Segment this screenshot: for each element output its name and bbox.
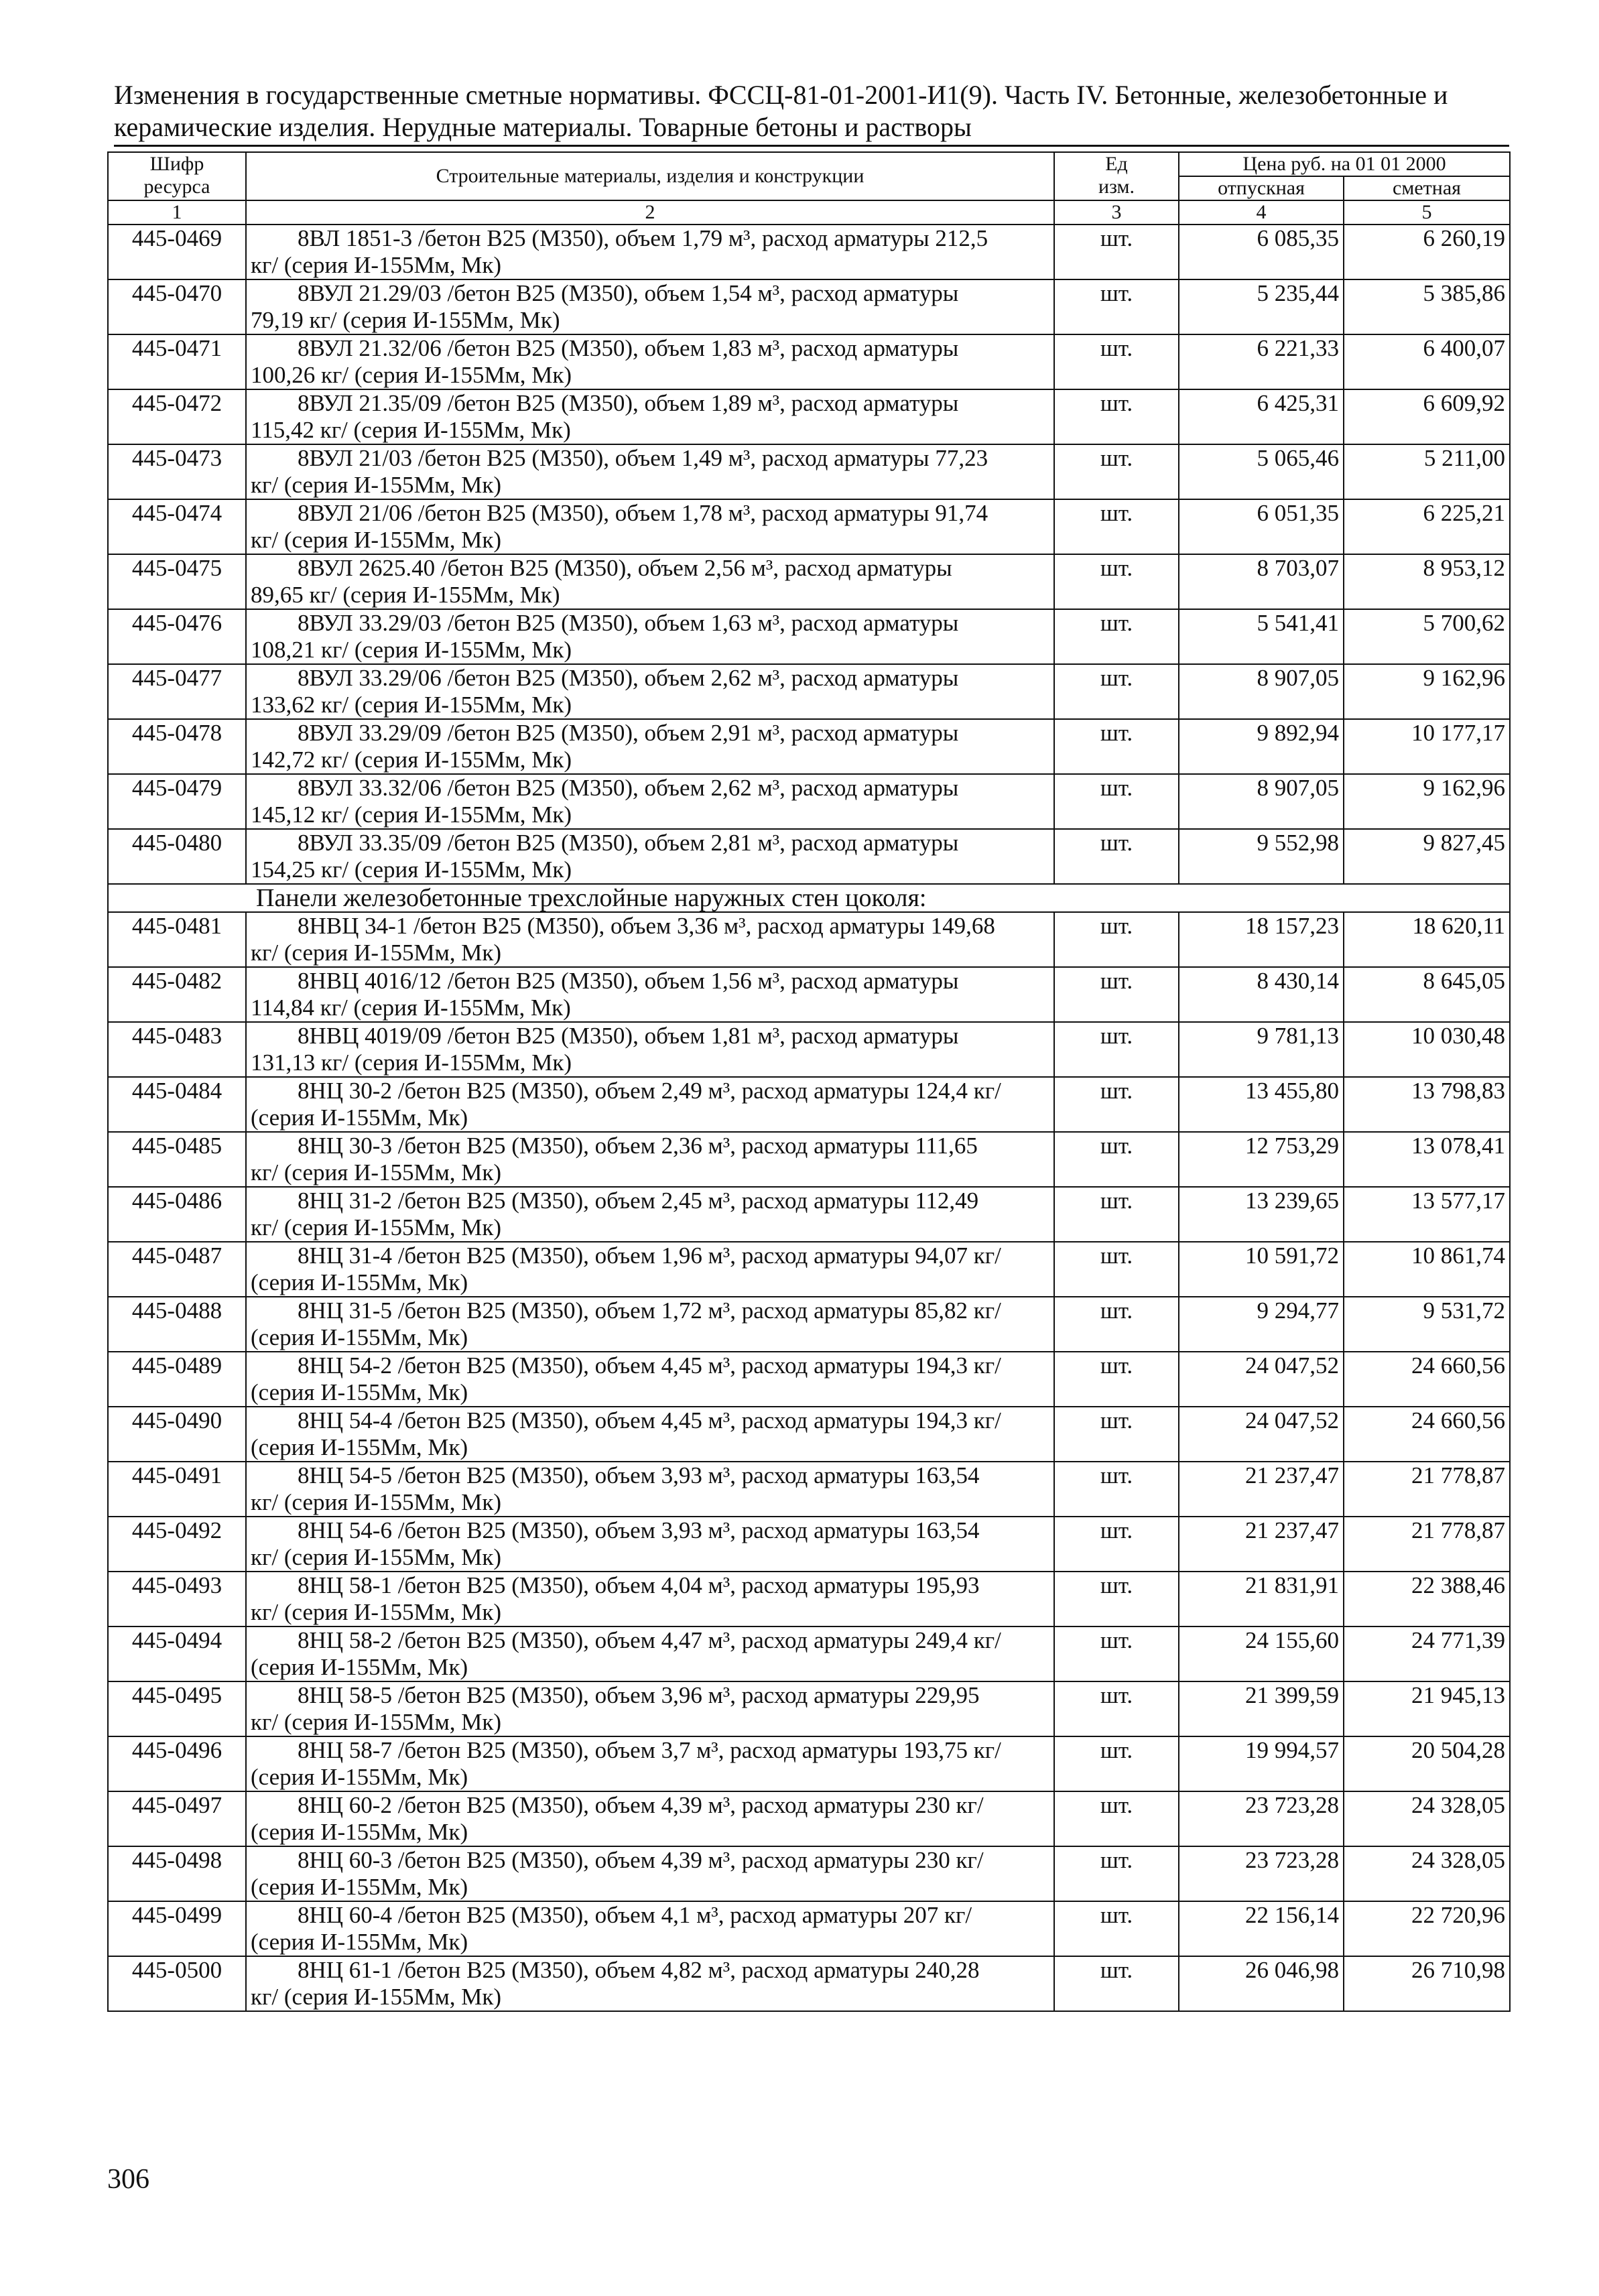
price-estimate: 9 827,45 <box>1344 829 1510 884</box>
description-line-2: (серия И-155Мм, Мк) <box>251 1819 468 1845</box>
description-line-1: 8ВУЛ 33.29/03 /бетон В25 (М350), объем 1,63 м³, расход арматуры <box>298 610 959 636</box>
table-body-b <box>108 912 1510 2011</box>
unit: шт. <box>1054 334 1179 389</box>
item-description <box>246 1846 1054 1901</box>
table-row <box>108 1407 1510 1462</box>
description-line-1: 8ВУЛ 33.29/06 /бетон В25 (М350), объем 2,62 м³, расход арматуры <box>298 665 959 691</box>
resource-code: 445-0480 <box>108 829 246 884</box>
price-release: 9 781,13 <box>1179 1022 1344 1077</box>
unit: шт. <box>1054 1462 1179 1517</box>
price-estimate: 10 030,48 <box>1344 1022 1510 1077</box>
unit: шт. <box>1054 1736 1179 1791</box>
price-estimate: 9 162,96 <box>1344 774 1510 829</box>
price-release: 21 237,47 <box>1179 1517 1344 1572</box>
resource-code: 445-0479 <box>108 774 246 829</box>
description-line-1: 8НЦ 31-5 /бетон В25 (М350), объем 1,72 м³, расход арматуры 85,82 кг/ <box>298 1297 1001 1324</box>
description-line-2: 154,25 кг/ (серия И-155Мм, Мк) <box>251 856 572 883</box>
description-line-1: 8ВУЛ 21.32/06 /бетон В25 (М350), объем 1,83 м³, расход арматуры <box>298 335 959 361</box>
description-line-1: 8НЦ 60-4 /бетон В25 (М350), объем 4,1 м³, расход арматуры 207 кг/ <box>298 1902 972 1928</box>
table-row <box>108 1077 1510 1132</box>
price-estimate: 13 078,41 <box>1344 1132 1510 1187</box>
table-row <box>108 609 1510 664</box>
item-description <box>246 1407 1054 1462</box>
header-price-group: Цена руб. на 01 01 2000 <box>1179 152 1510 176</box>
unit: шт. <box>1054 1187 1179 1242</box>
unit: шт. <box>1054 1901 1179 1956</box>
item-description <box>246 1572 1054 1627</box>
page-header <box>114 79 1488 143</box>
description-line-2: (серия И-155Мм, Мк) <box>251 1764 468 1790</box>
description-line-2: (серия И-155Мм, Мк) <box>251 1874 468 1900</box>
price-release: 5 541,41 <box>1179 609 1344 664</box>
price-release: 6 221,33 <box>1179 334 1344 389</box>
unit: шт. <box>1054 774 1179 829</box>
table-row <box>108 774 1510 829</box>
description-line-2: кг/ (серия И-155Мм, Мк) <box>251 1159 502 1186</box>
item-description <box>246 664 1054 719</box>
table-row <box>108 1736 1510 1791</box>
price-estimate: 6 260,19 <box>1344 225 1510 279</box>
price-estimate: 18 620,11 <box>1344 912 1510 967</box>
price-release: 5 235,44 <box>1179 279 1344 334</box>
price-release: 6 425,31 <box>1179 389 1344 444</box>
unit: шт. <box>1054 967 1179 1022</box>
description-line-1: 8НЦ 60-3 /бетон В25 (М350), объем 4,39 м³, расход арматуры 230 кг/ <box>298 1847 984 1873</box>
price-estimate: 8 645,05 <box>1344 967 1510 1022</box>
column-number: 2 <box>246 200 1054 225</box>
item-description <box>246 1736 1054 1791</box>
price-release: 13 455,80 <box>1179 1077 1344 1132</box>
description-line-2: 133,62 кг/ (серия И-155Мм, Мк) <box>251 692 572 718</box>
price-release: 19 994,57 <box>1179 1736 1344 1791</box>
description-line-2: кг/ (серия И-155Мм, Мк) <box>251 1489 502 1515</box>
item-description <box>246 719 1054 774</box>
item-description <box>246 1681 1054 1736</box>
resource-code: 445-0488 <box>108 1297 246 1352</box>
table-row <box>108 499 1510 554</box>
price-release: 24 047,52 <box>1179 1407 1344 1462</box>
unit: шт. <box>1054 1681 1179 1736</box>
price-release: 24 155,60 <box>1179 1627 1344 1681</box>
price-release: 21 831,91 <box>1179 1572 1344 1627</box>
description-line-2: (серия И-155Мм, Мк) <box>251 1269 468 1295</box>
item-description <box>246 1956 1054 2011</box>
header-desc: Строительные материалы, изделия и конструкции <box>246 152 1054 200</box>
unit: шт. <box>1054 1517 1179 1572</box>
description-line-1: 8ВУЛ 33.29/09 /бетон В25 (М350), объем 2,91 м³, расход арматуры <box>298 720 959 746</box>
description-line-2: кг/ (серия И-155Мм, Мк) <box>251 1984 502 2010</box>
description-line-2: (серия И-155Мм, Мк) <box>251 1929 468 1955</box>
unit: шт. <box>1054 225 1179 279</box>
table-row <box>108 444 1510 499</box>
item-description <box>246 1517 1054 1572</box>
price-release: 9 552,98 <box>1179 829 1344 884</box>
description-line-1: 8НЦ 61-1 /бетон В25 (М350), объем 4,82 м³, расход арматуры 240,28 <box>298 1957 980 1983</box>
description-line-1: 8НЦ 54-4 /бетон В25 (М350), объем 4,45 м³, расход арматуры 194,3 кг/ <box>298 1407 1001 1433</box>
unit: шт. <box>1054 829 1179 884</box>
description-line-2: (серия И-155Мм, Мк) <box>251 1434 468 1460</box>
description-line-1: 8НЦ 31-2 /бетон В25 (М350), объем 2,45 м³, расход арматуры 112,49 <box>298 1188 979 1214</box>
description-line-1: 8ВУЛ 21.35/09 /бетон В25 (М350), объем 1,89 м³, расход арматуры <box>298 390 959 416</box>
price-release: 9 892,94 <box>1179 719 1344 774</box>
price-release: 8 430,14 <box>1179 967 1344 1022</box>
table-header-row <box>108 152 1510 176</box>
description-line-1: 8НЦ 58-5 /бетон В25 (М350), объем 3,96 м³, расход арматуры 229,95 <box>298 1682 980 1708</box>
price-estimate: 10 177,17 <box>1344 719 1510 774</box>
description-line-1: 8НЦ 58-1 /бетон В25 (М350), объем 4,04 м³, расход арматуры 195,93 <box>298 1572 980 1598</box>
unit: шт. <box>1054 1846 1179 1901</box>
price-release: 23 723,28 <box>1179 1791 1344 1846</box>
section-row-group <box>108 884 1510 912</box>
price-estimate: 5 211,00 <box>1344 444 1510 499</box>
price-estimate: 5 385,86 <box>1344 279 1510 334</box>
column-number: 5 <box>1344 200 1510 225</box>
price-release: 21 237,47 <box>1179 1462 1344 1517</box>
unit: шт. <box>1054 1352 1179 1407</box>
description-line-2: кг/ (серия И-155Мм, Мк) <box>251 1544 502 1570</box>
price-release: 6 051,35 <box>1179 499 1344 554</box>
price-release: 13 239,65 <box>1179 1187 1344 1242</box>
unit: шт. <box>1054 1627 1179 1681</box>
description-line-1: 8ВУЛ 2625.40 /бетон В25 (М350), объем 2,56 м³, расход арматуры <box>298 555 952 581</box>
description-line-1: 8НЦ 30-2 /бетон В25 (М350), объем 2,49 м³, расход арматуры 124,4 кг/ <box>298 1078 1001 1104</box>
item-description <box>246 1462 1054 1517</box>
price-release: 12 753,29 <box>1179 1132 1344 1187</box>
item-description <box>246 912 1054 967</box>
page-number: 306 <box>107 2164 149 2195</box>
resource-code: 445-0471 <box>108 334 246 389</box>
description-line-2: 142,72 кг/ (серия И-155Мм, Мк) <box>251 747 572 773</box>
price-estimate: 24 660,56 <box>1344 1407 1510 1462</box>
price-release: 5 065,46 <box>1179 444 1344 499</box>
price-estimate: 13 577,17 <box>1344 1187 1510 1242</box>
price-release: 26 046,98 <box>1179 1956 1344 2011</box>
unit: шт. <box>1054 1572 1179 1627</box>
table-row <box>108 719 1510 774</box>
description-line-1: 8НВЦ 4019/09 /бетон В25 (М350), объем 1,81 м³, расход арматуры <box>298 1023 959 1049</box>
section-title: Панели железобетонные трехслойные наружных стен цоколя: <box>108 884 1510 912</box>
item-description <box>246 554 1054 609</box>
price-table <box>107 151 1511 2012</box>
resource-code: 445-0474 <box>108 499 246 554</box>
item-description <box>246 1791 1054 1846</box>
column-number: 3 <box>1054 200 1179 225</box>
resource-code: 445-0489 <box>108 1352 246 1407</box>
unit: шт. <box>1054 554 1179 609</box>
unit: шт. <box>1054 444 1179 499</box>
table-row <box>108 389 1510 444</box>
price-estimate: 24 660,56 <box>1344 1352 1510 1407</box>
table-row <box>108 1242 1510 1297</box>
description-line-1: 8НЦ 54-6 /бетон В25 (М350), объем 3,93 м³, расход арматуры 163,54 <box>298 1517 980 1543</box>
item-description <box>246 444 1054 499</box>
description-line-2: кг/ (серия И-155Мм, Мк) <box>251 1599 502 1625</box>
resource-code: 445-0472 <box>108 389 246 444</box>
description-line-2: кг/ (серия И-155Мм, Мк) <box>251 252 502 278</box>
table-row <box>108 1022 1510 1077</box>
resource-code: 445-0490 <box>108 1407 246 1462</box>
header-code-line2: ресурса <box>143 176 210 198</box>
description-line-2: (серия И-155Мм, Мк) <box>251 1379 468 1405</box>
resource-code: 445-0470 <box>108 279 246 334</box>
item-description <box>246 829 1054 884</box>
resource-code: 445-0481 <box>108 912 246 967</box>
unit: шт. <box>1054 609 1179 664</box>
price-estimate: 26 710,98 <box>1344 1956 1510 2011</box>
price-release: 8 907,05 <box>1179 664 1344 719</box>
description-line-1: 8ВЛ 1851-3 /бетон В25 (М350), объем 1,79 м³, расход арматуры 212,5 <box>298 225 988 251</box>
resource-code: 445-0500 <box>108 1956 246 2011</box>
description-line-2: кг/ (серия И-155Мм, Мк) <box>251 472 502 498</box>
column-number-row <box>108 200 1510 225</box>
resource-code: 445-0483 <box>108 1022 246 1077</box>
item-description <box>246 1132 1054 1187</box>
description-line-2: кг/ (серия И-155Мм, Мк) <box>251 527 502 553</box>
price-release: 8 703,07 <box>1179 554 1344 609</box>
table-row <box>108 1901 1510 1956</box>
description-line-1: 8ВУЛ 21/06 /бетон В25 (М350), объем 1,78 м³, расход арматуры 91,74 <box>298 500 988 526</box>
price-release: 9 294,77 <box>1179 1297 1344 1352</box>
description-line-2: 131,13 кг/ (серия И-155Мм, Мк) <box>251 1049 572 1076</box>
table-row <box>108 1791 1510 1846</box>
resource-code: 445-0476 <box>108 609 246 664</box>
resource-code: 445-0495 <box>108 1681 246 1736</box>
price-estimate: 9 162,96 <box>1344 664 1510 719</box>
price-release: 22 156,14 <box>1179 1901 1344 1956</box>
table-row <box>108 1462 1510 1517</box>
header-code <box>108 152 246 200</box>
description-line-1: 8НВЦ 34-1 /бетон В25 (М350), объем 3,36 м³, расход арматуры 149,68 <box>298 913 995 939</box>
price-estimate: 21 778,87 <box>1344 1462 1510 1517</box>
header-line-1: Изменения в государственные сметные нормативы. ФССЦ-81-01-2001-И1(9). Часть IV. Бетонные, железобетонные и <box>114 80 1448 110</box>
description-line-2: 79,19 кг/ (серия И-155Мм, Мк) <box>251 307 560 333</box>
item-description <box>246 1297 1054 1352</box>
column-number: 1 <box>108 200 246 225</box>
description-line-1: 8НЦ 31-4 /бетон В25 (М350), объем 1,96 м³, расход арматуры 94,07 кг/ <box>298 1242 1001 1269</box>
description-line-2: 145,12 кг/ (серия И-155Мм, Мк) <box>251 802 572 828</box>
column-number: 4 <box>1179 200 1344 225</box>
table-row <box>108 912 1510 967</box>
price-estimate: 8 953,12 <box>1344 554 1510 609</box>
unit: шт. <box>1054 1791 1179 1846</box>
item-description <box>246 774 1054 829</box>
description-line-2: кг/ (серия И-155Мм, Мк) <box>251 940 502 966</box>
item-description <box>246 1187 1054 1242</box>
price-estimate: 24 328,05 <box>1344 1791 1510 1846</box>
table-row <box>108 1956 1510 2011</box>
price-estimate: 6 225,21 <box>1344 499 1510 554</box>
price-estimate: 9 531,72 <box>1344 1297 1510 1352</box>
description-line-2: кг/ (серия И-155Мм, Мк) <box>251 1709 502 1735</box>
description-line-1: 8НЦ 30-3 /бетон В25 (М350), объем 2,36 м³, расход арматуры 111,65 <box>298 1133 978 1159</box>
header-code-line1: Шифр <box>149 153 204 175</box>
unit: шт. <box>1054 1022 1179 1077</box>
description-line-1: 8ВУЛ 33.35/09 /бетон В25 (М350), объем 2,81 м³, расход арматуры <box>298 830 959 856</box>
table-row <box>108 1187 1510 1242</box>
resource-code: 445-0485 <box>108 1132 246 1187</box>
item-description <box>246 499 1054 554</box>
description-line-1: 8НВЦ 4016/12 /бетон В25 (М350), объем 1,56 м³, расход арматуры <box>298 968 959 994</box>
unit: шт. <box>1054 719 1179 774</box>
price-estimate: 21 778,87 <box>1344 1517 1510 1572</box>
unit: шт. <box>1054 389 1179 444</box>
header-price-release: отпускная <box>1179 176 1344 200</box>
price-estimate: 5 700,62 <box>1344 609 1510 664</box>
unit: шт. <box>1054 1956 1179 2011</box>
table-row <box>108 1681 1510 1736</box>
description-line-2: (серия И-155Мм, Мк) <box>251 1324 468 1350</box>
table-row <box>108 334 1510 389</box>
item-description <box>246 1901 1054 1956</box>
price-release: 6 085,35 <box>1179 225 1344 279</box>
price-estimate: 24 328,05 <box>1344 1846 1510 1901</box>
price-release: 23 723,28 <box>1179 1846 1344 1901</box>
table-row <box>108 1627 1510 1681</box>
item-description <box>246 1077 1054 1132</box>
item-description <box>246 967 1054 1022</box>
price-estimate: 22 720,96 <box>1344 1901 1510 1956</box>
price-estimate: 6 400,07 <box>1344 334 1510 389</box>
description-line-1: 8ВУЛ 33.32/06 /бетон В25 (М350), объем 2,62 м³, расход арматуры <box>298 775 959 801</box>
description-line-2: кг/ (серия И-155Мм, Мк) <box>251 1214 502 1240</box>
unit: шт. <box>1054 664 1179 719</box>
table-body-a <box>108 225 1510 884</box>
resource-code: 445-0494 <box>108 1627 246 1681</box>
description-line-1: 8ВУЛ 21/03 /бетон В25 (М350), объем 1,49 м³, расход арматуры 77,23 <box>298 445 988 471</box>
resource-code: 445-0478 <box>108 719 246 774</box>
item-description <box>246 389 1054 444</box>
resource-code: 445-0493 <box>108 1572 246 1627</box>
description-line-2: 100,26 кг/ (серия И-155Мм, Мк) <box>251 362 572 388</box>
header-unit <box>1054 152 1179 200</box>
resource-code: 445-0486 <box>108 1187 246 1242</box>
unit: шт. <box>1054 1077 1179 1132</box>
table-row <box>108 554 1510 609</box>
description-line-2: 108,21 кг/ (серия И-155Мм, Мк) <box>251 637 572 663</box>
table-row <box>108 225 1510 279</box>
price-estimate: 21 945,13 <box>1344 1681 1510 1736</box>
resource-code: 445-0484 <box>108 1077 246 1132</box>
item-description <box>246 334 1054 389</box>
table-row <box>108 967 1510 1022</box>
description-line-2: 115,42 кг/ (серия И-155Мм, Мк) <box>251 417 571 443</box>
resource-code: 445-0497 <box>108 1791 246 1846</box>
item-description <box>246 279 1054 334</box>
price-release: 18 157,23 <box>1179 912 1344 967</box>
header-unit-line2: изм. <box>1098 176 1135 198</box>
header-line-2: керамические изделия. Нерудные материалы. Товарные бетоны и растворы <box>114 112 972 142</box>
description-line-1: 8НЦ 54-2 /бетон В25 (М350), объем 4,45 м³, расход арматуры 194,3 кг/ <box>298 1352 1001 1379</box>
description-line-2: (серия И-155Мм, Мк) <box>251 1654 468 1680</box>
unit: шт. <box>1054 1132 1179 1187</box>
table-row <box>108 1297 1510 1352</box>
resource-code: 445-0492 <box>108 1517 246 1572</box>
price-estimate: 20 504,28 <box>1344 1736 1510 1791</box>
resource-code: 445-0477 <box>108 664 246 719</box>
resource-code: 445-0499 <box>108 1901 246 1956</box>
price-estimate: 24 771,39 <box>1344 1627 1510 1681</box>
resource-code: 445-0475 <box>108 554 246 609</box>
unit: шт. <box>1054 1407 1179 1462</box>
price-release: 24 047,52 <box>1179 1352 1344 1407</box>
description-line-2: (серия И-155Мм, Мк) <box>251 1104 468 1131</box>
header-price-estimate: сметная <box>1344 176 1510 200</box>
resource-code: 445-0496 <box>108 1736 246 1791</box>
unit: шт. <box>1054 912 1179 967</box>
header-rule <box>114 145 1509 147</box>
header-unit-line1: Ед <box>1105 153 1128 175</box>
item-description <box>246 1022 1054 1077</box>
price-estimate: 6 609,92 <box>1344 389 1510 444</box>
price-estimate: 22 388,46 <box>1344 1572 1510 1627</box>
price-estimate: 13 798,83 <box>1344 1077 1510 1132</box>
item-description <box>246 1627 1054 1681</box>
description-line-2: 114,84 кг/ (серия И-155Мм, Мк) <box>251 995 571 1021</box>
description-line-2: 89,65 кг/ (серия И-155Мм, Мк) <box>251 582 560 608</box>
price-release: 21 399,59 <box>1179 1681 1344 1736</box>
item-description <box>246 1242 1054 1297</box>
table-row <box>108 279 1510 334</box>
description-line-1: 8НЦ 58-7 /бетон В25 (М350), объем 3,7 м³, расход арматуры 193,75 кг/ <box>298 1737 1001 1763</box>
unit: шт. <box>1054 1297 1179 1352</box>
unit: шт. <box>1054 1242 1179 1297</box>
table-row <box>108 1352 1510 1407</box>
table-row <box>108 1846 1510 1901</box>
resource-code: 445-0473 <box>108 444 246 499</box>
section-row <box>108 884 1510 912</box>
description-line-1: 8НЦ 58-2 /бетон В25 (М350), объем 4,47 м³, расход арматуры 249,4 кг/ <box>298 1627 1001 1653</box>
item-description <box>246 609 1054 664</box>
unit: шт. <box>1054 499 1179 554</box>
table-row <box>108 1517 1510 1572</box>
price-estimate: 10 861,74 <box>1344 1242 1510 1297</box>
description-line-1: 8НЦ 60-2 /бетон В25 (М350), объем 4,39 м³, расход арматуры 230 кг/ <box>298 1792 984 1818</box>
price-release: 8 907,05 <box>1179 774 1344 829</box>
resource-code: 445-0469 <box>108 225 246 279</box>
item-description <box>246 225 1054 279</box>
table-row <box>108 1572 1510 1627</box>
resource-code: 445-0482 <box>108 967 246 1022</box>
resource-code: 445-0491 <box>108 1462 246 1517</box>
unit: шт. <box>1054 279 1179 334</box>
resource-code: 445-0498 <box>108 1846 246 1901</box>
item-description <box>246 1352 1054 1407</box>
table-row <box>108 1132 1510 1187</box>
table-row <box>108 664 1510 719</box>
price-release: 10 591,72 <box>1179 1242 1344 1297</box>
description-line-1: 8НЦ 54-5 /бетон В25 (М350), объем 3,93 м³, расход арматуры 163,54 <box>298 1462 980 1488</box>
description-line-1: 8ВУЛ 21.29/03 /бетон В25 (М350), объем 1,54 м³, расход арматуры <box>298 280 959 306</box>
resource-code: 445-0487 <box>108 1242 246 1297</box>
table-row <box>108 829 1510 884</box>
